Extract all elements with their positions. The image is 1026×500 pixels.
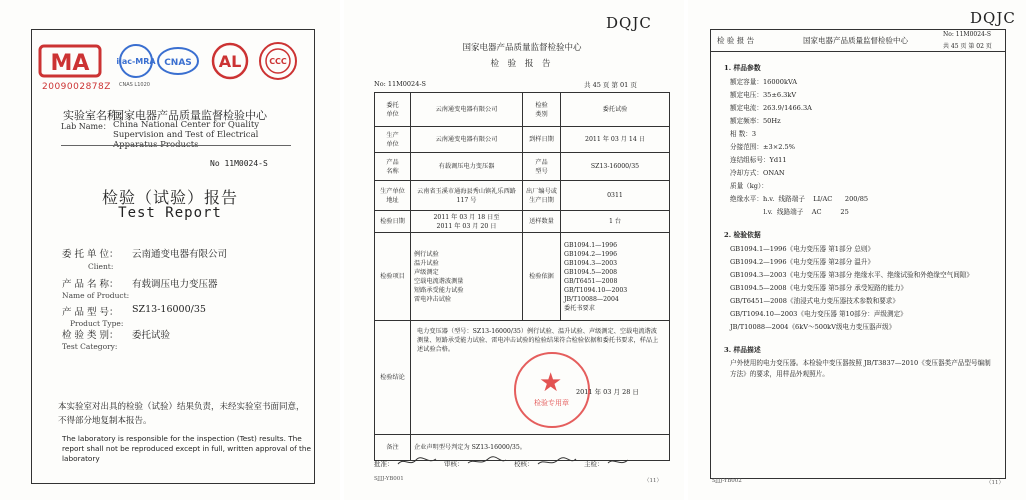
table-row xyxy=(375,127,670,153)
stamp-text: 检验专用章 xyxy=(534,399,569,407)
cnas-caption: CNAS L1020 xyxy=(119,82,150,88)
table-cell: 云南通变电器有限公司 xyxy=(411,127,523,153)
table-cell: 2011 年 03 月 18 日至 2011 年 03 月 20 日 xyxy=(411,211,523,233)
footer-page: （11） xyxy=(986,480,1004,486)
page-count: 共 45 页 第 02 页 xyxy=(943,43,992,50)
category-label-en: Test Category: xyxy=(62,342,118,351)
param-line: 额定频率：50Hz xyxy=(730,117,781,125)
svg-text:CCC: CCC xyxy=(269,57,287,66)
table-cell: GB1094.1—1996 GB1094.2—1996 GB1094.3—2003 GB1094.5—2008 GB/T6451—2008 GB/T1094.10—2003 JB/T10088—2004 委托书要求 xyxy=(561,233,670,321)
table-cell: 0311 xyxy=(561,181,670,211)
page-header: 国家电器产品质量监督检验中心 xyxy=(462,43,582,53)
table-cell: 产品 型号 xyxy=(523,153,561,181)
audit-label: 审核： xyxy=(444,460,464,468)
table-row xyxy=(375,211,670,233)
lab-name-en-label: Lab Name： xyxy=(61,122,111,131)
cma-logo-icon xyxy=(40,46,100,76)
corner-code: DQJC xyxy=(970,9,1016,27)
header-title: 检 验 报 告 xyxy=(717,36,755,45)
basis-line: GB1094.1—1996《电力变压器 第1部分 总则》 xyxy=(730,245,875,253)
table-cell: 委托 单位 xyxy=(375,93,411,127)
client-label-en: Client: xyxy=(88,262,114,271)
page-count: 共 45 页 第 01 页 xyxy=(584,81,637,89)
stamp-date: 2011 年 03 月 28 日 xyxy=(576,388,639,396)
approve-label: 批准： xyxy=(374,460,394,468)
table-cell: 企业声明型号判定为 SZ13-16000/35。 xyxy=(411,435,670,461)
report-summary-page xyxy=(344,0,684,500)
divider xyxy=(61,145,291,146)
table-cell: 检验项目 xyxy=(375,233,411,321)
svg-text:CNAS: CNAS xyxy=(164,58,192,68)
lab-name-cn: 国家电器产品质量监督检验中心 xyxy=(113,109,267,122)
table-cell: 2011 年 03 月 14 日 xyxy=(561,127,670,153)
table-cell: 检验依据 xyxy=(523,233,561,321)
table-cell: 检验日期 xyxy=(375,211,411,233)
conclusion-text: 电力变压器（型号：SZ13-16000/35）例行试验、温升试验、声级测定、空载电流谐波测量、短路承受能力试验、雷电冲击试验的检验结果符合检验依据和委托书要求，样品上述试验合格。 xyxy=(417,328,659,353)
param-line: 质量（kg）： xyxy=(730,182,768,190)
param-line: 相 数：3 xyxy=(730,130,757,138)
footer-page: （11） xyxy=(644,478,662,484)
footer-code: SJJJ-YB002 xyxy=(712,478,742,484)
table-cell: 产品 名称 xyxy=(375,153,411,181)
type-label-en: Product Type: xyxy=(70,319,124,328)
certification-logos xyxy=(38,40,308,84)
basis-line: GB/T1094.10—2003《电力变压器 第10部分：声级测定》 xyxy=(730,310,907,318)
star-icon: ★ xyxy=(539,368,563,398)
disclaimer-cn: 本实验室对出具的检验（试验）结果负责，未经实验室书面同意，不得部分地复制本报告。 xyxy=(58,402,305,426)
lab-name-label: 实验室名称： xyxy=(63,109,129,122)
table-row xyxy=(375,153,670,181)
section-params-title: 1. 样品参数 xyxy=(724,64,761,72)
report-number: No 11M0024-S xyxy=(210,159,268,168)
param-line: 额定容量：16000kVA xyxy=(730,78,798,86)
handwritten-signatures xyxy=(396,455,636,469)
ccc-logo-icon xyxy=(260,43,296,79)
disclaimer-en: The laboratory is responsible for the inspection (Test) results. The report shall not be reproduced except in full, written approval of the laboratory xyxy=(62,434,311,463)
param-line: 额定电压：35±6.3kV xyxy=(730,91,797,99)
table-cell: 有载调压电力变压器 xyxy=(411,153,523,181)
cnas-logo-icon xyxy=(158,48,198,74)
table-cell: 备注 xyxy=(375,435,411,461)
client-value: 云南通变电器有限公司 xyxy=(132,249,228,260)
ilac-mra-logo-icon xyxy=(116,45,156,77)
cal-logo-icon xyxy=(213,44,247,78)
table-cell: 云南通变电器有限公司 xyxy=(411,93,523,127)
table-row xyxy=(375,181,670,211)
cma-number: 2009002878Z xyxy=(42,82,111,92)
tester-label: 主检： xyxy=(584,460,604,468)
table-cell: 检验结论 xyxy=(375,321,411,435)
param-line: 分接范围：±3×2.5% xyxy=(730,143,795,151)
param-line: 冷却方式：ONAN xyxy=(730,169,785,177)
corner-code: DQJC xyxy=(606,14,652,32)
table-cell: 例行试验 温升试验 声级测定 空载电流谐波测量 短路承受能力试验 雷电冲击试验 xyxy=(411,233,523,321)
table-cell: SZ13-16000/35 xyxy=(561,153,670,181)
report-detail-page xyxy=(688,0,1026,500)
header-center: 国家电器产品质量监督检验中心 xyxy=(803,36,908,45)
section-basis-title: 2. 检验依据 xyxy=(724,231,761,239)
param-line: 绝缘水平：h.v. 线路端子 LI/AC 200/85 xyxy=(730,195,869,203)
svg-text:ilac-MRA: ilac-MRA xyxy=(116,57,156,66)
basis-line: GB1094.5—2008《电力变压器 第5部分 承受短路的能力》 xyxy=(730,284,908,292)
report-cover-page xyxy=(0,0,340,500)
section-desc-title: 3. 样品描述 xyxy=(724,346,761,354)
svg-text:MA: MA xyxy=(50,51,90,76)
table-cell: 送样数量 xyxy=(523,211,561,233)
table-row xyxy=(375,93,670,127)
report-number: No: 11M0024-S xyxy=(374,80,426,88)
table-cell: 出厂编号或 生产日期 xyxy=(523,181,561,211)
table-cell: 1 台 xyxy=(561,211,670,233)
type-value: SZ13-16000/35 xyxy=(132,304,206,315)
param-line: l.v. 线路端子 AC 25 xyxy=(730,208,849,216)
table-row xyxy=(375,233,670,321)
basis-line: GB/T6451—2008《油浸式电力变压器技术参数和要求》 xyxy=(730,297,899,305)
table-cell: 检验 类别 xyxy=(523,93,561,127)
table-cell: 生产单位 地址 xyxy=(375,181,411,211)
footer-code: SJJJ-YB001 xyxy=(374,476,404,482)
param-line: 连结组标号：Yd11 xyxy=(730,156,787,164)
page-header-bar xyxy=(710,29,1006,52)
table-cell: 云南省玉溪市通海县秀山镇礼乐西路 117 号 xyxy=(411,181,523,211)
basis-line: GB1094.2—1996《电力变压器 第2部分 温升》 xyxy=(730,258,875,266)
category-value: 委托试验 xyxy=(132,330,171,341)
client-label: 委 托 单 位： xyxy=(62,249,119,260)
product-label-en: Name of Product: xyxy=(62,291,130,300)
report-title-cn: 检验（试验）报告 xyxy=(101,188,238,207)
product-label: 产 品 名 称： xyxy=(62,279,119,290)
type-label: 产 品 型 号： xyxy=(62,307,119,318)
report-number: No: 11M0024-S xyxy=(943,31,991,38)
basis-line: JB/T10088—2004《6kV～500kV级电力变压器声级》 xyxy=(730,323,896,331)
svg-text:AL: AL xyxy=(218,52,242,71)
sample-description: 户外使用的电力变压器。本检验中变压器按照 JB/T3837—2010《变压器类产品型号编制方法》的要求，用样品外观照片。 xyxy=(730,359,991,378)
param-line: 额定电流：263.9/1466.3A xyxy=(730,104,812,112)
basis-line: GB1094.3—2003《电力变压器 第3部分 绝缘水平、绝缘试验和外绝缘空气间隙》 xyxy=(730,271,973,279)
table-cell: 委托试验 xyxy=(561,93,670,127)
lab-name-en: China National Center for Quality Supervision and Test of Electrical Apparatus Products xyxy=(113,120,260,150)
category-label: 检 验 类 别： xyxy=(62,330,119,341)
report-title-en: Test Report xyxy=(118,205,222,221)
check-label: 校核： xyxy=(514,460,534,468)
table-cell: 生产 单位 xyxy=(375,127,411,153)
table-cell: 到样日期 xyxy=(523,127,561,153)
page-subheader: 检 验 报 告 xyxy=(490,59,554,69)
product-value: 有载调压电力变压器 xyxy=(132,279,218,290)
